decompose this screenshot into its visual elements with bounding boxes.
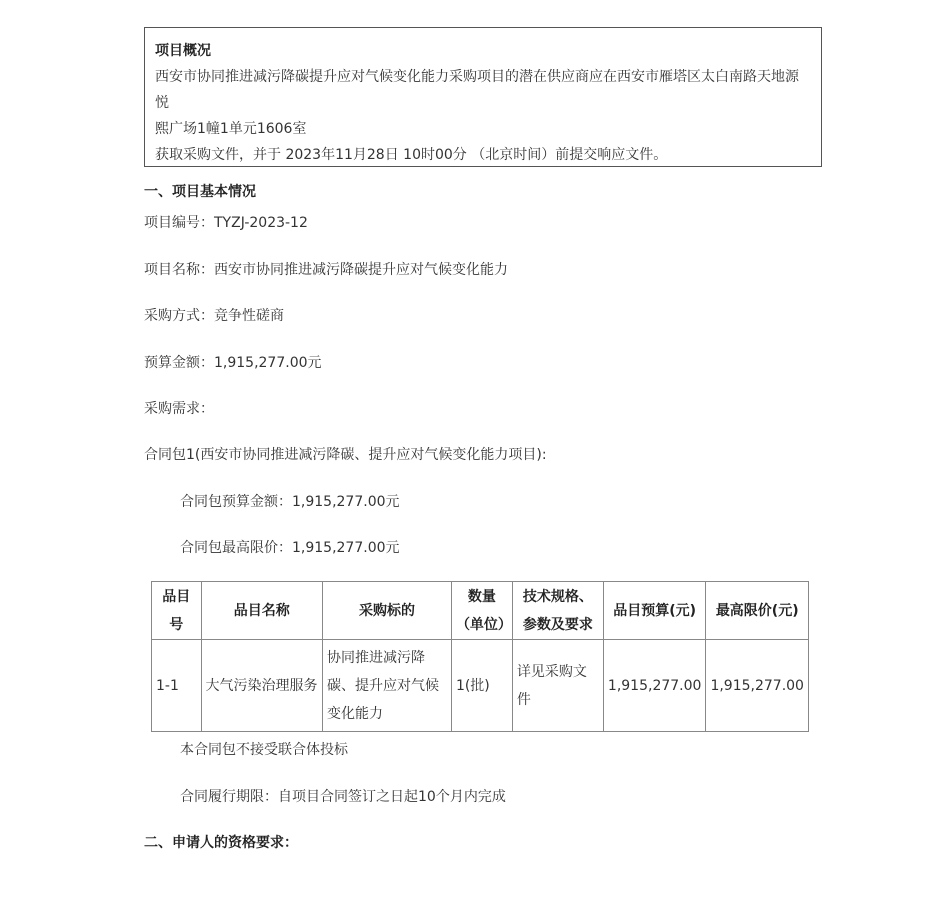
overview-line-3: 获取采购文件，并于 2023年11月28日 10时00分 （北京时间）前提交响应文件。 [155,147,668,163]
cell-specs: 详见采购文件 [512,640,603,732]
contract-period: 合同履行期限：自项目合同签订之日起10个月内完成 [180,789,506,805]
table-row [152,640,809,732]
header-max-price: 最高限价(元) [706,582,809,640]
table-header-row [152,582,809,640]
consortium-note: 本合同包不接受联合体投标 [180,742,348,758]
items-table [151,581,809,732]
overview-line-1: 西安市协同推进减污降碳提升应对气候变化能力采购项目的潜在供应商应在西安市雁塔区太白南路天地源悦 [155,69,799,111]
cell-subject: 协同推进减污降碳、提升应对气候变化能力 [323,640,452,732]
overview-title: 项目概况 [155,43,211,59]
project-name: 项目名称：西安市协同推进减污降碳提升应对气候变化能力 [144,262,508,278]
package-max-price: 合同包最高限价：1,915,277.00元 [180,540,400,556]
project-overview-box [144,27,822,167]
cell-item-no: 1-1 [152,640,202,732]
contract-package: 合同包1(西安市协同推进减污降碳、提升应对气候变化能力项目): [144,447,547,463]
cell-item-budget: 1,915,277.00 [603,640,706,732]
overview-line-2: 熙广场1幢1单元1606室 [155,121,307,137]
cell-quantity: 1(批) [451,640,512,732]
header-item-budget: 品目预算(元) [603,582,706,640]
header-item-name: 品目名称 [201,582,323,640]
project-number: 项目编号：TYZJ-2023-12 [144,215,308,231]
header-subject: 采购标的 [323,582,452,640]
procurement-requirement: 采购需求： [144,401,214,417]
header-specs: 技术规格、参数及要求 [512,582,603,640]
procurement-method: 采购方式：竞争性磋商 [144,308,284,324]
budget-amount: 预算金额：1,915,277.00元 [144,355,322,371]
header-quantity: 数量（单位） [451,582,512,640]
cell-item-name: 大气污染治理服务 [201,640,323,732]
section-2-heading: 二、申请人的资格要求： [144,835,298,851]
section-1-heading: 一、项目基本情况 [144,184,256,200]
package-budget: 合同包预算金额：1,915,277.00元 [180,494,400,510]
cell-max-price: 1,915,277.00 [706,640,809,732]
header-item-no: 品目号 [152,582,202,640]
